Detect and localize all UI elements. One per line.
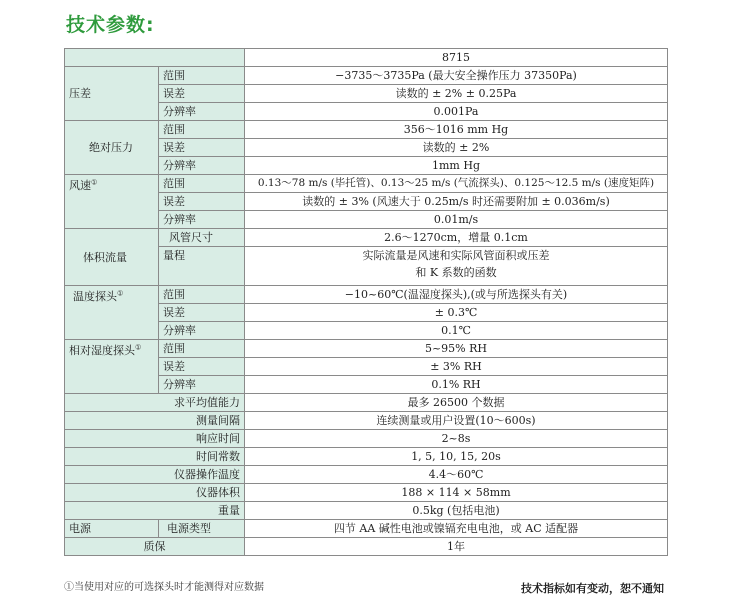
category-temp-probe bbox=[65, 286, 159, 340]
table-row bbox=[65, 430, 668, 448]
row-label: 范围 bbox=[159, 286, 245, 304]
table-row bbox=[65, 286, 668, 304]
table-row bbox=[65, 49, 668, 67]
category-rh-probe bbox=[65, 340, 159, 394]
table-row bbox=[65, 229, 668, 247]
spec-table bbox=[64, 48, 668, 556]
row-value: 0.1% RH bbox=[245, 376, 668, 394]
row-value: 0.001Pa bbox=[245, 103, 668, 121]
table-row bbox=[65, 121, 668, 139]
table-row bbox=[65, 448, 668, 466]
row-value: ± 0.3℃ bbox=[245, 304, 668, 322]
category-abs-pressure: 绝对压力 bbox=[65, 121, 159, 175]
row-label: 分辨率 bbox=[159, 322, 245, 340]
category-velocity bbox=[65, 175, 159, 229]
row-value: 四节 AA 碱性电池或镍镉充电电池，或 AC 适配器 bbox=[245, 520, 668, 538]
row-label: 范围 bbox=[159, 340, 245, 358]
change-notice: 技术指标如有变动，恕不通知 bbox=[521, 582, 664, 595]
row-value: 读数的 ± 3% (风速大于 0.25m/s 时还需要附加 ± 0.036m/s) bbox=[245, 193, 668, 211]
table-row bbox=[65, 340, 668, 358]
row-label: 风管尺寸 bbox=[159, 229, 245, 247]
table-row bbox=[65, 67, 668, 85]
row-value: 188 × 114 × 58mm bbox=[245, 484, 668, 502]
row-value: 1年 bbox=[245, 538, 668, 556]
row-label: 范围 bbox=[159, 121, 245, 139]
row-label: 测量间隔 bbox=[65, 412, 245, 430]
category-label: 相对湿度探头 bbox=[69, 344, 135, 357]
row-value: −10~60℃(温湿度探头),(或与所选探头有关) bbox=[245, 286, 668, 304]
row-value: 0.1℃ bbox=[245, 322, 668, 340]
row-label: 误差 bbox=[159, 304, 245, 322]
table-row bbox=[65, 538, 668, 556]
page-title: 技术参数: bbox=[66, 14, 155, 36]
row-label: 分辨率 bbox=[159, 157, 245, 175]
row-label: 电源类型 bbox=[159, 520, 245, 538]
row-value-line: 实际流量是风速和实际风管面积或压差 bbox=[362, 249, 550, 262]
category-pressure-diff: 压差 bbox=[65, 67, 159, 121]
category-volume-flow: 体积流量 bbox=[65, 229, 159, 286]
category-power: 电源 bbox=[65, 520, 159, 538]
row-value: 0.01m/s bbox=[245, 211, 668, 229]
table-row bbox=[65, 412, 668, 430]
row-value-line: 和 K 系数的函数 bbox=[415, 266, 497, 279]
row-label: 重量 bbox=[65, 502, 245, 520]
table-row bbox=[65, 502, 668, 520]
row-value: 读数的 ± 2% ± 0.25Pa bbox=[245, 85, 668, 103]
table-row bbox=[65, 520, 668, 538]
row-label: 误差 bbox=[159, 139, 245, 157]
footnote-marker: ① bbox=[117, 289, 124, 298]
row-label: 质保 bbox=[65, 538, 245, 556]
table-row bbox=[65, 484, 668, 502]
row-value: 最多 26500 个数据 bbox=[245, 394, 668, 412]
row-label: 误差 bbox=[159, 358, 245, 376]
row-value: 读数的 ± 2% bbox=[245, 139, 668, 157]
row-value: ± 3% RH bbox=[245, 358, 668, 376]
row-value: 1, 5, 10, 15, 20s bbox=[245, 448, 668, 466]
table-row bbox=[65, 175, 668, 193]
row-label: 仪器操作温度 bbox=[65, 466, 245, 484]
model-number: 8715 bbox=[245, 49, 668, 67]
row-value: 2~8s bbox=[245, 430, 668, 448]
row-value: 连续测量或用户设置(10～600s) bbox=[245, 412, 668, 430]
row-value: 0.5kg (包括电池) bbox=[245, 502, 668, 520]
row-value: 2.6～1270cm，增量 0.1cm bbox=[245, 229, 668, 247]
row-label: 误差 bbox=[159, 85, 245, 103]
row-label: 分辨率 bbox=[159, 103, 245, 121]
row-value: 0.13～78 m/s (毕托管)、0.13～25 m/s (气流探头)、0.125～12.5 m/s (速度矩阵) bbox=[245, 175, 668, 193]
row-label: 求平均值能力 bbox=[65, 394, 245, 412]
row-value: 1mm Hg bbox=[245, 157, 668, 175]
row-label: 响应时间 bbox=[65, 430, 245, 448]
table-row bbox=[65, 466, 668, 484]
row-label: 分辨率 bbox=[159, 211, 245, 229]
row-value: −3735～3735Pa (最大安全操作压力 37350Pa) bbox=[245, 67, 668, 85]
row-value: 5~95% RH bbox=[245, 340, 668, 358]
row-label: 时间常数 bbox=[65, 448, 245, 466]
row-value bbox=[245, 247, 668, 286]
footnote-marker: ① bbox=[135, 343, 142, 352]
row-label: 误差 bbox=[159, 193, 245, 211]
header-blank-cell bbox=[65, 49, 245, 67]
footnote-marker: ① bbox=[91, 178, 98, 187]
footnote: ①当使用对应的可选探头时才能测得对应数据 bbox=[64, 582, 264, 593]
row-label: 范围 bbox=[159, 67, 245, 85]
table-row bbox=[65, 394, 668, 412]
row-value: 356～1016 mm Hg bbox=[245, 121, 668, 139]
category-label: 温度探头 bbox=[73, 290, 117, 303]
row-label: 量程 bbox=[159, 247, 245, 286]
row-label: 范围 bbox=[159, 175, 245, 193]
category-label: 风速 bbox=[69, 179, 91, 192]
row-value: 4.4～60℃ bbox=[245, 466, 668, 484]
row-label: 分辨率 bbox=[159, 376, 245, 394]
row-label: 仪器体积 bbox=[65, 484, 245, 502]
